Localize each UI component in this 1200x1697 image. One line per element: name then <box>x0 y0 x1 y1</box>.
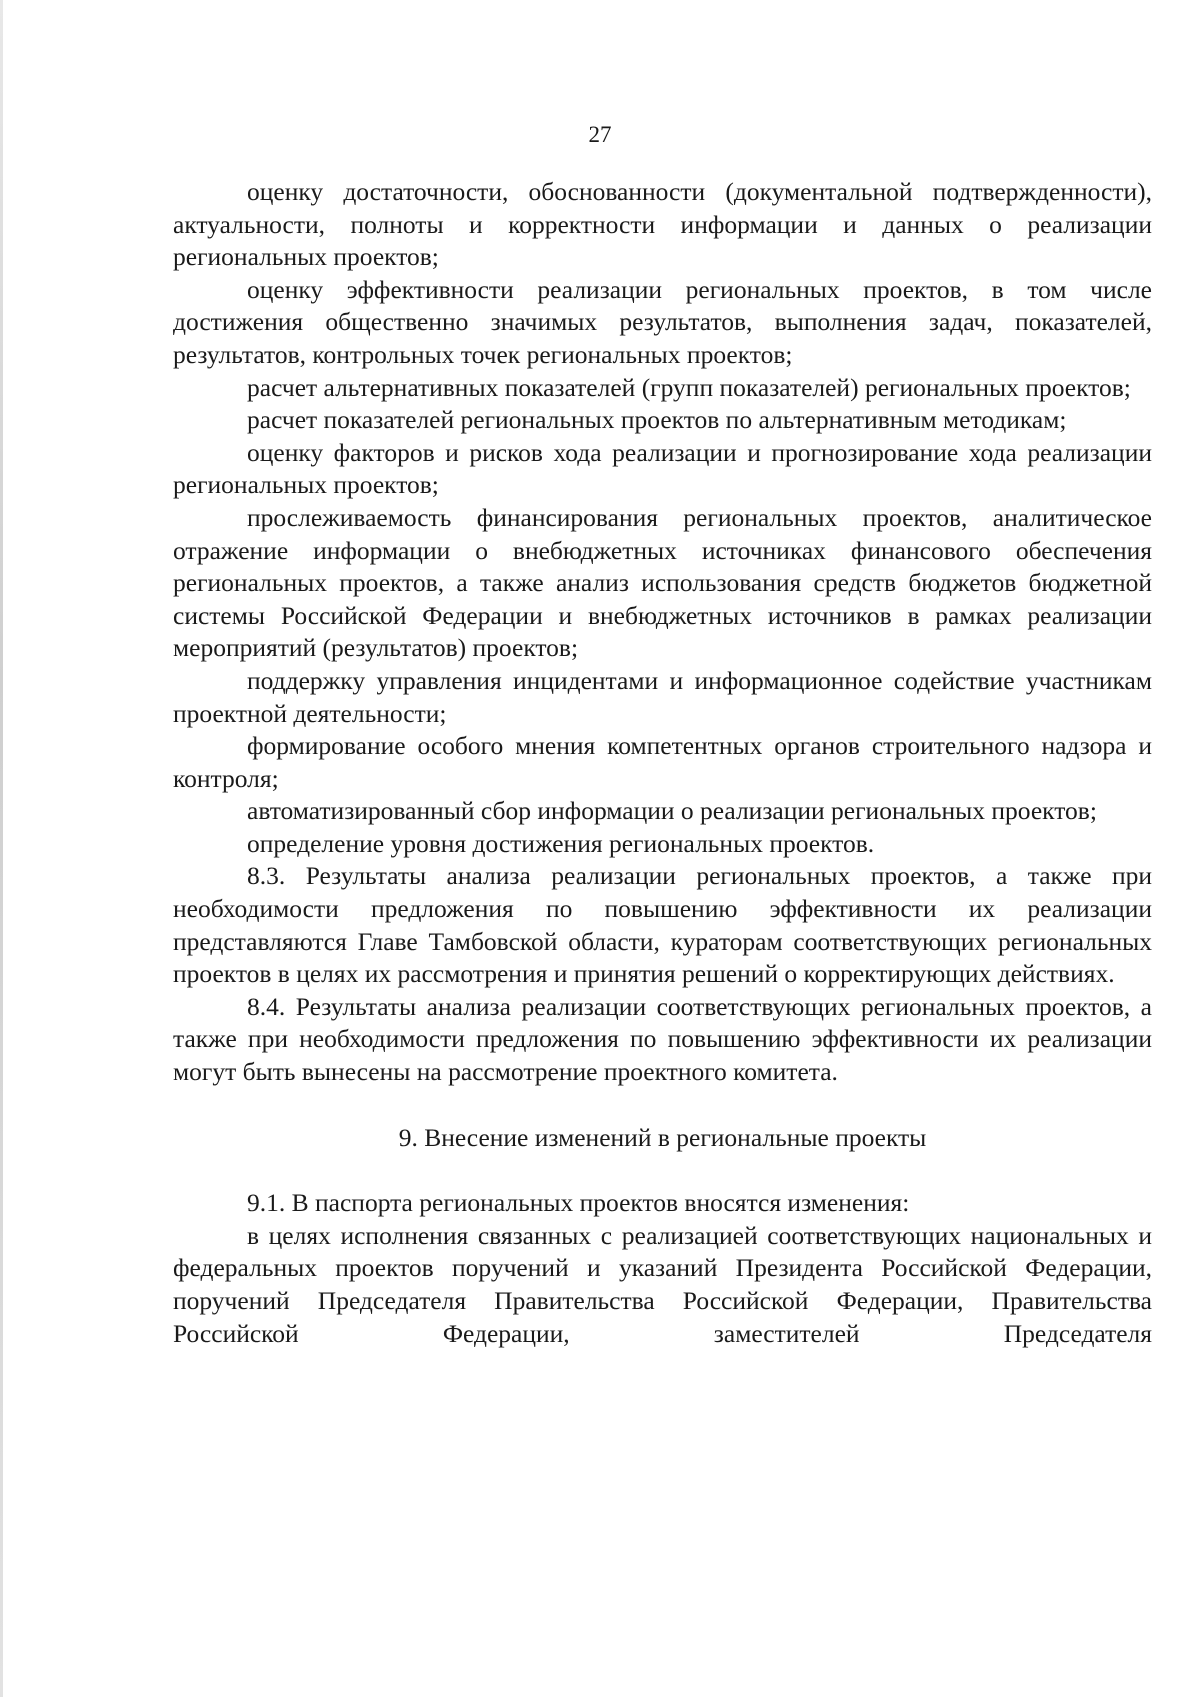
paragraph-8-4: 8.4. Результаты анализа реализации соответствующих региональных проектов, а также при необходимости предложения по повышению эффективности их реализации могут быть вынесены на рассмотрение проектного комитета. <box>173 991 1152 1087</box>
page-number: 27 <box>588 122 612 147</box>
section-heading: 9. Внесение изменений в региональные проекты <box>398 1122 927 1152</box>
paragraph: в целях исполнения связанных с реализацией соответствующих национальных и федеральных проектов поручений и указаний Президента Российской Федерации, поручений Председателя Правительства Российской Федерации, Правительства Российской Федерации, заместителей Председателя <box>173 1220 1152 1348</box>
paragraph: оценку факторов и рисков хода реализации и прогнозирование хода реализации региональных проектов; <box>173 437 1152 500</box>
paragraph: формирование особого мнения компетентных органов строительного надзора и контроля; <box>173 731 1152 793</box>
paragraph: расчет показателей региональных проектов по альтернативным методикам; <box>247 405 1067 435</box>
paragraph-8-3: 8.3. Результаты анализа реализации региональных проектов, а также при необходимости предложения по повышению эффективности их реализации представляются Главе Тамбовской области, кураторам соответствующих региональных проектов в целях их рассмотрения и принятия решений о корректирующих действиях. <box>173 861 1152 989</box>
paragraph-9-1: 9.1. В паспорта региональных проектов вносятся изменения: <box>247 1188 910 1218</box>
paragraph: прослеживаемость финансирования региональных проектов, аналитическое отражение информации о внебюджетных источниках финансового обеспечения региональных проектов, а также анализ использования средств бюджетов бюджетной системы Российской Федерации и внебюджетных источников в рамках реализации мероприятий (результатов) проектов; <box>173 502 1152 663</box>
scan-edge <box>0 0 3 1697</box>
paragraph: расчет альтернативных показателей (групп показателей) региональных проектов; <box>247 372 1131 402</box>
paragraph: автоматизированный сбор информации о реализации региональных проектов; <box>247 796 1097 826</box>
document-body <box>173 176 1152 1350</box>
paragraph: определение уровня достижения региональных проектов. <box>247 828 875 858</box>
paragraph: поддержку управления инцидентами и информационное содействие участникам проектной деятельности; <box>173 665 1152 728</box>
paragraph: оценку эффективности реализации региональных проектов, в том числе достижения общественно значимых результатов, выполнения задач, показателей, результатов, контрольных точек региональных проектов; <box>173 274 1152 369</box>
paragraph: оценку достаточности, обоснованности (документальной подтвержденности), актуальности, полноты и корректности информации и данных о реализации региональных проектов; <box>173 177 1152 272</box>
